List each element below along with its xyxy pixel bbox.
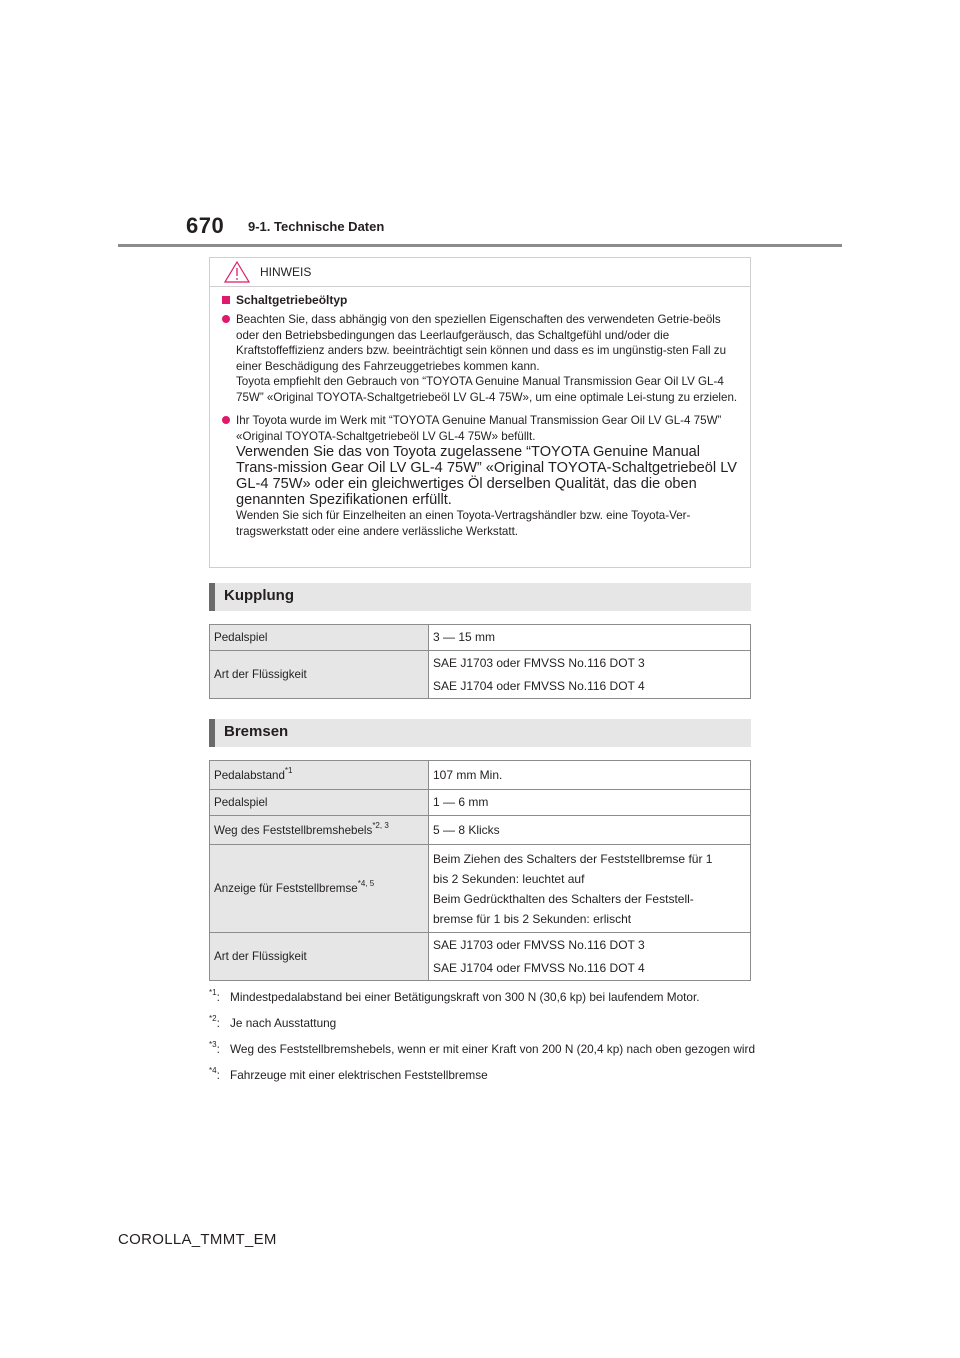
value-line: bremse für 1 bis 2 Sekunden: erlischt — [433, 911, 632, 926]
footnote-text: Je nach Ausstattung — [230, 1016, 337, 1030]
kupplung-table — [209, 624, 751, 699]
footnote-text: Weg des Feststellbremshebels, wenn er mit einer Kraft von 200 N (20,4 kp) nach oben gezogen wird — [230, 1042, 756, 1056]
round-bullet-icon — [222, 416, 230, 424]
footnote-ref: *2, 3 — [372, 820, 389, 830]
footnote-mark: $^{*1}$: — [209, 988, 220, 1004]
footnote-mark: $^{*4}$: — [209, 1066, 220, 1082]
notice-subhead — [222, 293, 738, 307]
notice-bullet — [222, 312, 738, 405]
row-label-text: Pedalabstand — [214, 768, 285, 782]
notice-bullet-emphasis: Verwenden Sie das von Toyota zugelassene “TOYOTA Genuine Manual Trans-mission Gear Oil LV GL-4 75W” «Original TOYOTA-Schaltgetriebeöl LV GL-4 75W» oder ein gleichwertiges Öl derselben Qualität, das die oben genannten Spezifikationen erfüllt. — [236, 444, 737, 508]
footnote — [209, 1065, 759, 1085]
row-value — [429, 651, 751, 699]
notice-subhead-text: Schaltgetriebeöltyp — [236, 293, 348, 307]
row-label — [210, 790, 429, 816]
row-label — [210, 933, 429, 981]
notice-box — [209, 257, 751, 568]
table-row — [210, 790, 751, 816]
header-rule — [118, 244, 842, 247]
row-value — [429, 933, 751, 981]
footnote-ref: *1 — [284, 765, 293, 775]
row-label — [210, 845, 429, 933]
value-line: SAE J1703 oder FMVSS No.116 DOT 3 — [433, 655, 645, 670]
footnote — [209, 1039, 759, 1059]
footnote-ref: *4, 5 — [357, 879, 375, 888]
row-value — [429, 761, 751, 790]
row-label — [210, 761, 429, 790]
value-line: Beim Gedrückthalten des Schalters der Feststell- — [433, 891, 694, 906]
footer-model: COROLLA_TMMT_EM — [118, 1231, 277, 1248]
footnote-text: Mindestpedalabstand bei einer Betätigungskraft von 300 N (30,6 kp) bei laufendem Motor. — [230, 990, 700, 1004]
value-line: bis 2 Sekunden: leuchtet auf — [433, 871, 585, 886]
section-title: 9-1. Technische Daten — [248, 219, 385, 234]
footnote — [209, 1013, 759, 1033]
footnote-mark-text: *1 — [209, 988, 217, 997]
footnotes — [209, 987, 759, 1091]
warning-triangle-icon — [224, 261, 250, 283]
value-line: 107 mm Min. — [433, 767, 503, 782]
footnote — [209, 987, 759, 1007]
bremsen-table — [209, 760, 751, 981]
notice-header — [210, 258, 750, 287]
value-line: SAE J1703 oder FMVSS No.116 DOT 3 — [433, 937, 645, 952]
notice-bullet-text: Ihr Toyota wurde im Werk mit “TOYOTA Genuine Manual Transmission Gear Oil LV GL-4 75W” «Original TOYOTA-Schaltgetriebeöl LV GL-4 75W» befüllt. — [236, 414, 722, 443]
notice-label: HINWEIS — [260, 265, 312, 279]
row-value — [429, 625, 751, 651]
table-row — [210, 845, 751, 933]
footnote-mark: $^{*3}$: — [209, 1040, 220, 1056]
value-line: SAE J1704 oder FMVSS No.116 DOT 4 — [433, 960, 645, 975]
value-line: 1 — 6 mm — [433, 795, 489, 809]
footnote-mark-text: *3 — [209, 1040, 217, 1049]
section-bar-kupplung — [209, 583, 751, 611]
page-number: 670 — [186, 213, 225, 238]
section-heading: Bremsen — [224, 723, 289, 740]
table-row — [210, 816, 751, 845]
notice-bullet-text: Beachten Sie, dass abhängig von den speziellen Eigenschaften des verwendeten Getrie-beöls oder den Betriebsbedingungen das Leerlaufgeräusch, das Schaltgefühl und/oder die Kraftstoffeffizienz anders bzw. beeinträchtigt sein können und dass es im ungünstig-sten Fall zu einer Beschädigung des Fahrzeuggetriebes kommen kann. — [236, 313, 727, 373]
row-value — [429, 816, 751, 845]
row-label: Pedalspiel — [210, 625, 429, 651]
notice-bullet-text: Wenden Sie sich für Einzelheiten an einen Toyota-Vertragshändler bzw. eine Toyota-Ver-tragswerkstatt oder eine andere verlässliche Werkstatt. — [236, 509, 691, 538]
value-line: 3 — 15 mm — [433, 630, 496, 644]
row-label-text: Art der Flüssigkeit — [214, 950, 307, 963]
value-line: SAE J1704 oder FMVSS No.116 DOT 4 — [433, 678, 645, 693]
square-bullet-icon — [222, 296, 230, 304]
value-line: Beim Ziehen des Schalters der Feststellbremse für 1 — [433, 851, 713, 866]
table-row — [210, 761, 751, 790]
row-value — [429, 845, 751, 933]
section-bar-bremsen — [209, 719, 751, 747]
footnote-mark-text: *2 — [209, 1014, 217, 1023]
row-label — [210, 816, 429, 845]
notice-body — [210, 287, 750, 539]
row-label: Art der Flüssigkeit — [210, 651, 429, 699]
footnote-text: Fahrzeuge mit einer elektrischen Feststellbremse — [230, 1068, 488, 1082]
round-bullet-icon — [222, 315, 230, 323]
footnote-mark: $^{*2}$: — [209, 1014, 220, 1030]
notice-bullet — [222, 413, 738, 539]
table-row — [210, 625, 751, 651]
section-heading: Kupplung — [224, 587, 294, 604]
notice-bullet-text: Toyota empfiehlt den Gebrauch von “TOYOTA Genuine Manual Transmission Gear Oil LV GL-4 75W” «Original TOYOTA-Schaltgetriebeöl LV GL-4 75W», um eine optimale Lei-stung zu erzielen. — [236, 375, 738, 404]
row-label-text: Pedalspiel — [214, 796, 268, 809]
value-line: 5 — 8 Klicks — [433, 822, 500, 837]
row-value — [429, 790, 751, 816]
row-label-text: Weg des Feststellbremshebels — [214, 823, 373, 837]
footnote-mark-text: *4 — [209, 1066, 217, 1075]
table-row — [210, 651, 751, 699]
row-label-text: Anzeige für Feststellbremse — [214, 882, 358, 895]
table-row — [210, 933, 751, 981]
